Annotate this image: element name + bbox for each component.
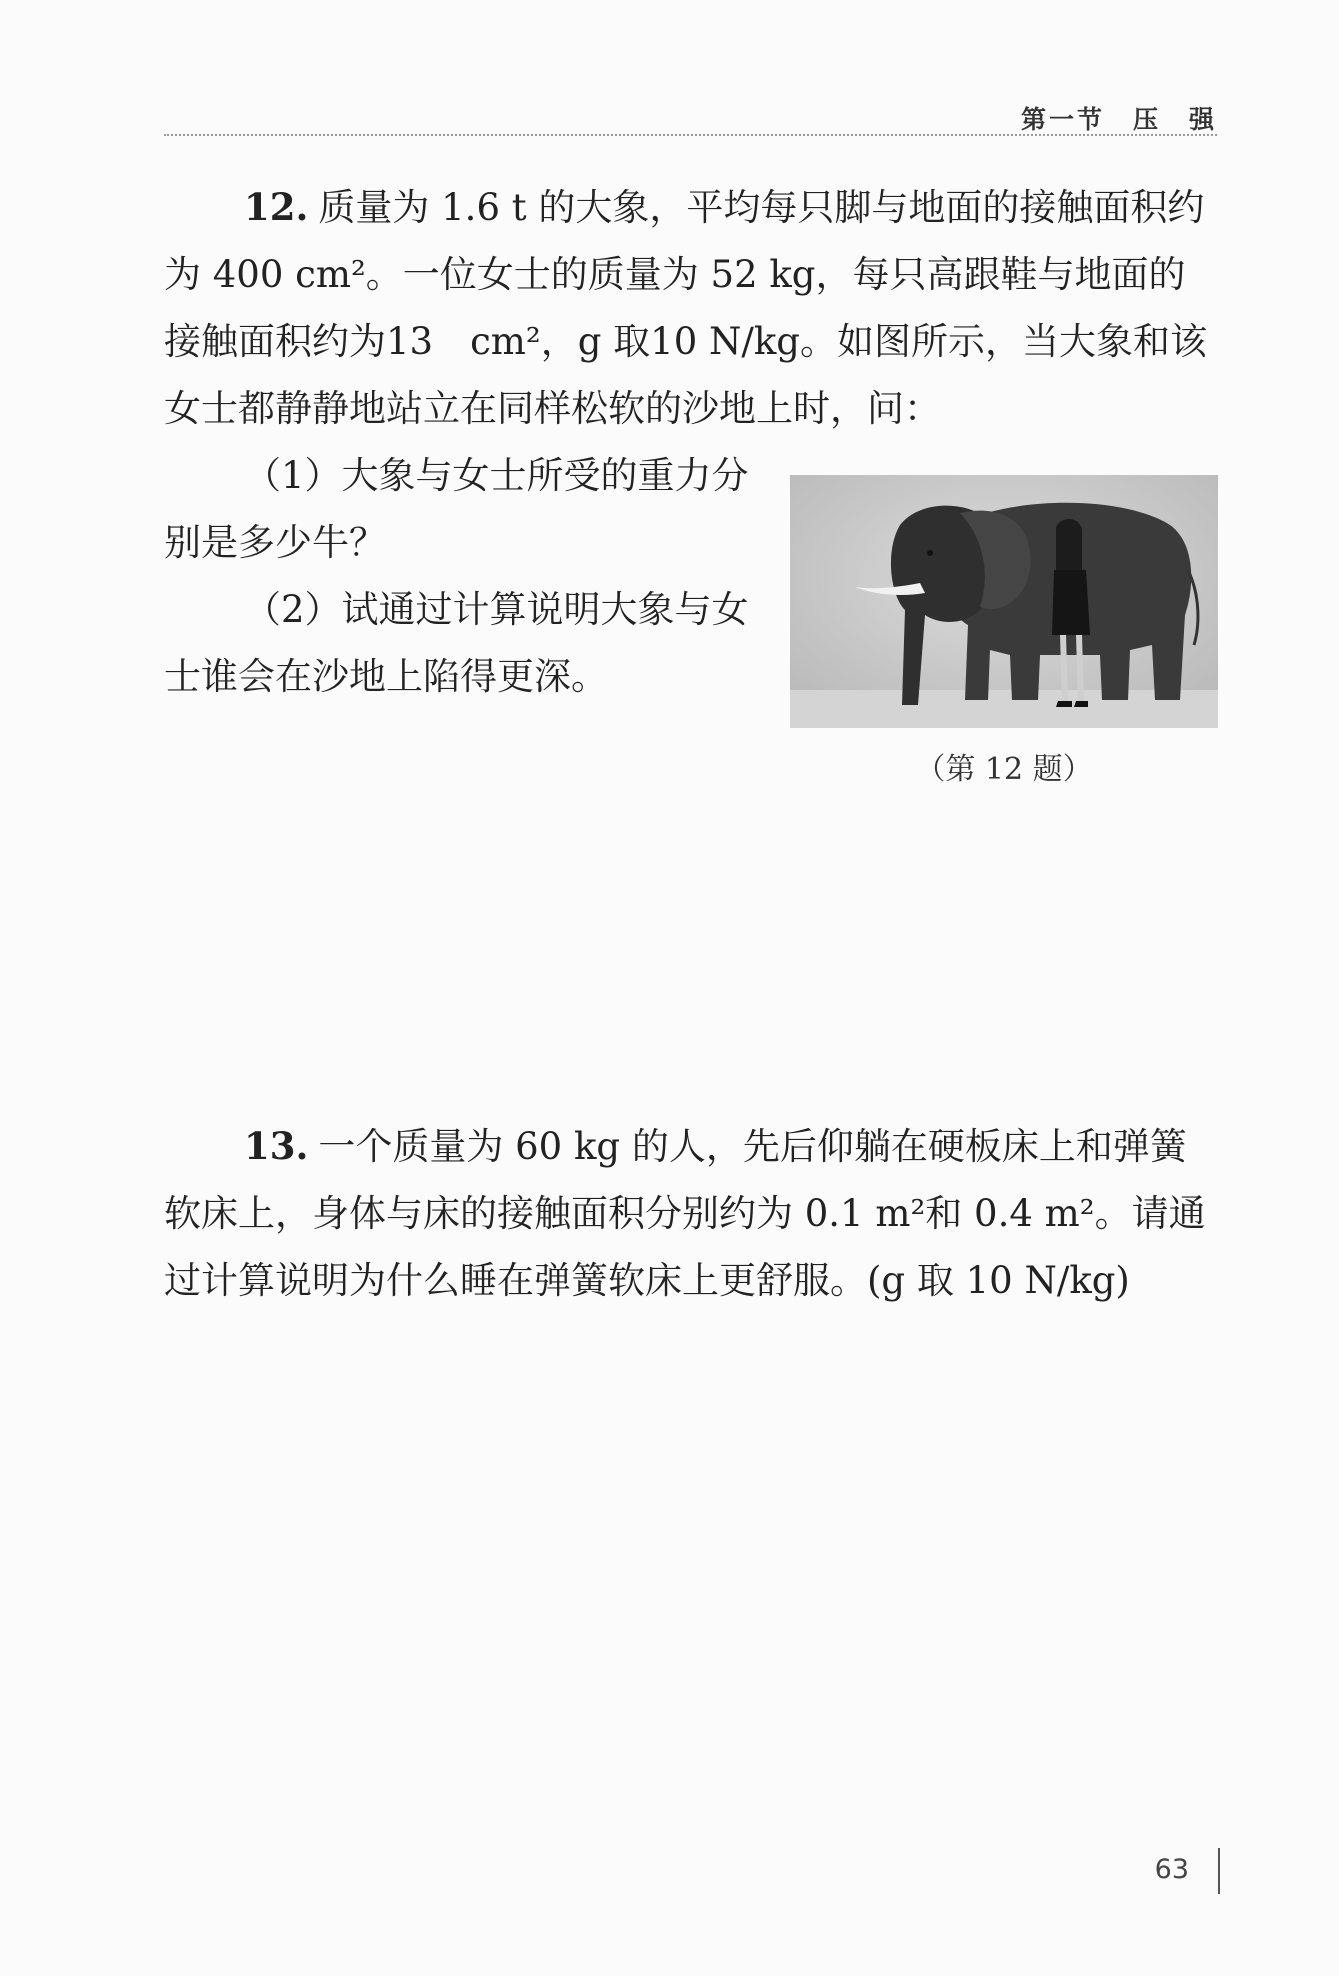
problem-12-number: 12. [244, 185, 309, 229]
page-number: 63 [1154, 1854, 1189, 1885]
running-header [164, 98, 1217, 136]
page-number-divider [1218, 1848, 1220, 1894]
problem-12 [164, 174, 1218, 442]
problem-13-text: 一个质量为 60 kg 的人，先后仰躺在硬板床上和弹簧软床上，身体与床的接触面积分别约为 0.1 m²和 0.4 m²。请通过计算说明为什么睡在弹簧软床上更舒服。(g 取 10 N/kg) [164, 1125, 1206, 1302]
problem-13-number: 13. [244, 1124, 309, 1168]
problem-12-question-1: （1）大象与女士所受的重力分别是多少牛？ [164, 454, 749, 564]
problem-13 [164, 1113, 1218, 1314]
figure-caption: （第 12 题） [915, 752, 1093, 787]
problem-12-text: 质量为 1.6 t 的大象，平均每只脚与地面的接触面积约为 400 cm²。一位女士的质量为 52 kg，每只高跟鞋与地面的接触面积约为13 cm²，g 取10 N/kg。如图所示，当大象和该女士都静静地站立在同样松软的沙地上时，问： [164, 186, 1207, 430]
section-title: 第一节 压 强 [1020, 105, 1217, 134]
problem-12-question-2: （2）试通过计算说明大象与女士谁会在沙地上陷得更深。 [164, 588, 749, 698]
elephant-and-woman-photo [790, 475, 1218, 728]
